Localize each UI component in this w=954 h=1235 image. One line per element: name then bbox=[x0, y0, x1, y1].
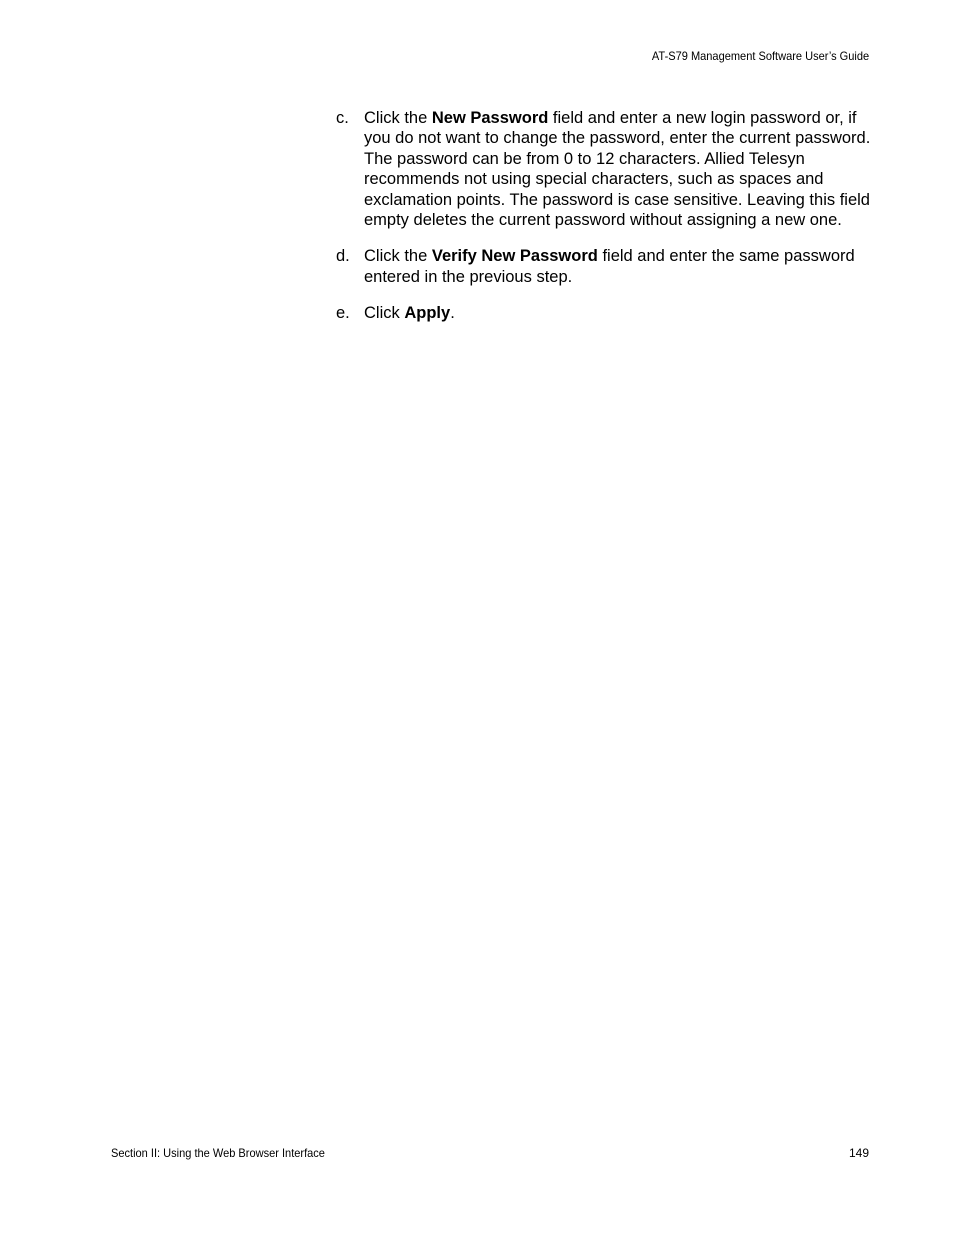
step-text bbox=[364, 108, 872, 230]
step-text bbox=[364, 246, 872, 287]
step-bold-term: New Password bbox=[431, 109, 549, 127]
step-d bbox=[336, 246, 872, 287]
step-marker: d. bbox=[336, 247, 350, 266]
step-lead: Click the bbox=[364, 247, 432, 266]
step-lead: Click the bbox=[364, 109, 432, 127]
step-c bbox=[336, 108, 872, 230]
step-rest: . bbox=[450, 304, 455, 323]
step-marker: c. bbox=[336, 109, 349, 127]
step-lead: Click bbox=[364, 304, 405, 323]
footer-section-title: Section II: Using the Web Browser Interface bbox=[111, 1146, 325, 1160]
step-rest: field and enter a new login password or, if you do not want to change the password, enter the current password. The password can be from 0 to 12 characters. Allied Telesyn recommends not using special characters, such as spaces and exclamation points. The password is case sensitive. Leaving this field empty deletes the current password without assigning a new one. bbox=[364, 109, 871, 230]
step-rest: field and enter the same password entered in the previous step. bbox=[364, 247, 855, 286]
footer-page-number: 149 bbox=[848, 1146, 869, 1160]
instruction-steps bbox=[336, 108, 872, 340]
step-marker: e. bbox=[336, 304, 350, 323]
step-bold-term: Verify New Password bbox=[431, 247, 598, 266]
step-bold-term: Apply bbox=[404, 304, 451, 323]
step-text bbox=[364, 303, 872, 323]
running-header-title: AT-S79 Management Software User’s Guide bbox=[651, 49, 869, 63]
step-e bbox=[336, 303, 872, 323]
